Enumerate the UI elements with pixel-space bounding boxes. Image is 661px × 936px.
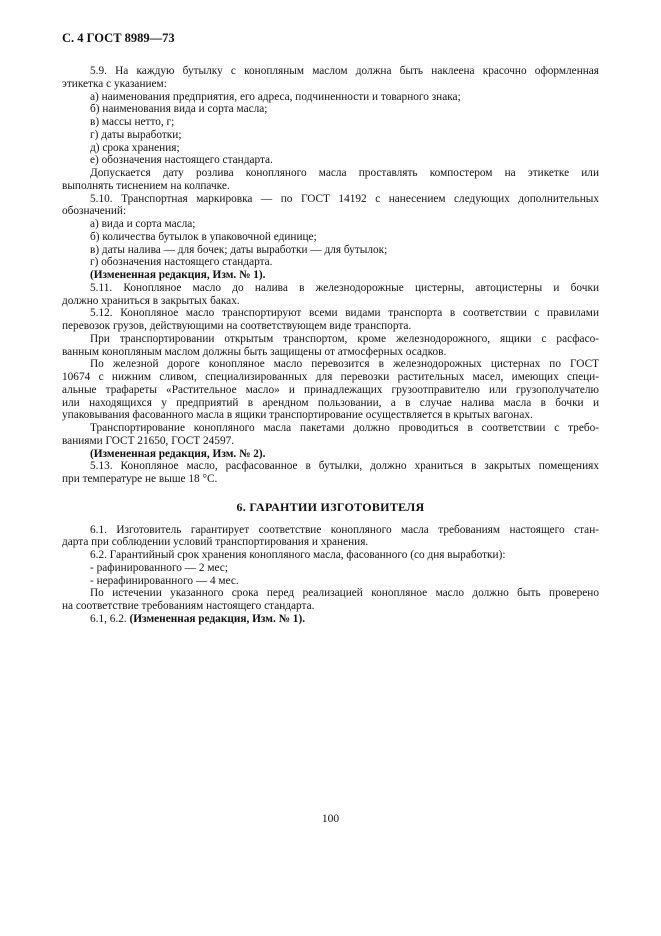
text-line: на соответствие требованиям настоящего стандарта. [62,600,315,612]
text-line: а) наименования предприятия, его адреса, подчиненности и товарного знака; [90,90,461,103]
list-item [62,549,599,562]
list-item [62,103,599,116]
text-line: выполнять тиснением на колпачке. [62,179,230,192]
amendment-note [62,448,599,461]
text-line: 6.2. Гарантийный срок хранения конопляного масла, фасованного (со дня выработки): [90,549,506,561]
page-header: С. 4 ГОСТ 8989—73 [62,31,175,45]
paragraph [62,587,599,613]
text-line: 5.9. На каждую бутылку с конопляным маслом должна быть наклеена красочно оформленная [90,65,599,77]
text-line: г) даты выработки; [90,128,182,141]
text-line: а) вида и сорта масла; [90,218,196,230]
list-item [62,129,599,142]
text-line: ванным конопляным маслом должны быть защищены от атмосферных осадков. [62,345,447,358]
text-line: перевозок грузов, действующими на соответствующем виде транспорта. [62,320,412,332]
amendment-note [62,613,599,626]
list-item [62,244,599,257]
text-line: дарта при соблюдении условий транспортирования и хранения. [62,536,369,549]
text-line: г) обозначения настоящего стандарта. [90,256,273,269]
paragraph [62,422,599,448]
text-line: Допускается дату розлива конопляного масла проставлять компостером на этикетке или [90,167,599,179]
paragraph [62,460,599,486]
text-line: б) количества бутылок в упаковочной единице; [90,230,317,243]
paragraph [62,333,599,359]
text-line: должно храниться в закрытых баках. [62,294,240,307]
text-line: в) массы нетто, г; [90,116,175,128]
text-line: По истечении указанного срока перед реализацией конопляное масло должно быть проверено [90,587,599,600]
text-line: 5.10. Транспортная маркировка — по ГОСТ 14192 с нанесением следующих дополнительных [90,192,599,205]
note-bold-text: (Измененная редакция, Изм. № 2). [90,447,266,460]
list-item [62,116,599,129]
text-line: 6.1. Изготовитель гарантирует соответствие конопляного масла требованиям настоящего стан- [90,523,599,536]
text-line: упаковывания фасованного масла в ящики транспортирование осуществляется в крытых вагонах. [62,409,533,422]
paragraph [62,307,599,333]
document-body [62,65,599,626]
section-heading: 6. ГАРАНТИИ ИЗГОТОВИТЕЛЯ [236,499,425,514]
text-line: Транспортирование конопляного масла пакетами должно проводиться в соответствии с требо- [90,422,599,434]
paragraph [62,282,599,308]
text-line: д) срока хранения; [90,141,180,154]
text-line: 5.13. Конопляное масло, расфасованное в бутылки, должно храниться в закрытых помещениях [90,460,599,473]
text-line: этикетка с указанием: [62,77,167,90]
note-bold-text: (Измененная редакция, Изм. № 1). [129,612,306,625]
note-prefix: 6.1, 6.2. [90,612,130,625]
list-item [62,91,599,104]
text-line: - нерафинированного — 4 мес. [90,574,239,587]
text-line: ваниями ГОСТ 21650, ГОСТ 24597. [62,434,235,447]
text-line: При транспортировании открытым транспортом, кроме железнодорожного, ящики с расфасо- [90,332,599,345]
text-line: обозначений: [62,205,127,218]
list-item [62,142,599,155]
text-line: е) обозначения настоящего стандарта. [90,154,273,167]
amendment-note [62,269,599,282]
text-line: в) даты налива — для бочек; даты выработки — для бутылок; [90,243,388,256]
text-line: б) наименования вида и сорта масла; [90,103,268,116]
text-line: или находящихся у предприятий в арендном пользовании, а в случае налива масла в бочки и [62,396,599,409]
paragraph [62,524,599,550]
text-line: при температуре не выше 18 °С. [62,473,218,485]
list-item [62,575,599,588]
list-item [62,218,599,231]
text-line: альные трафареты «Растительное масло» и принадлежащих грузоотправителю или грузополучателю [62,383,599,396]
list-item [62,231,599,244]
list-item [62,154,599,167]
list-item [62,256,599,269]
paragraph [62,193,599,219]
text-line: По железной дороге конопляное масло перевозится в железнодорожных цистернах по ГОСТ [90,358,599,371]
paragraph [62,65,599,91]
text-line: 10674 с нижним сливом, специализированных для перевозки растительных масел, имеющих специ- [62,371,599,383]
page-number: 100 [321,813,340,825]
paragraph [62,358,599,422]
text-line: - рафинированного — 2 мес; [90,561,228,574]
note-bold-text: (Измененная редакция, Изм. № 1). [90,269,266,281]
paragraph [62,167,599,193]
text-line: 5.11. Конопляное масло до налива в железнодорожные цистерны, автоцистерны и бочки [90,281,599,294]
list-item [62,562,599,575]
text-line: 5.12. Конопляное масло транспортируют всеми видами транспорта в соответствии с правилами [90,307,599,320]
